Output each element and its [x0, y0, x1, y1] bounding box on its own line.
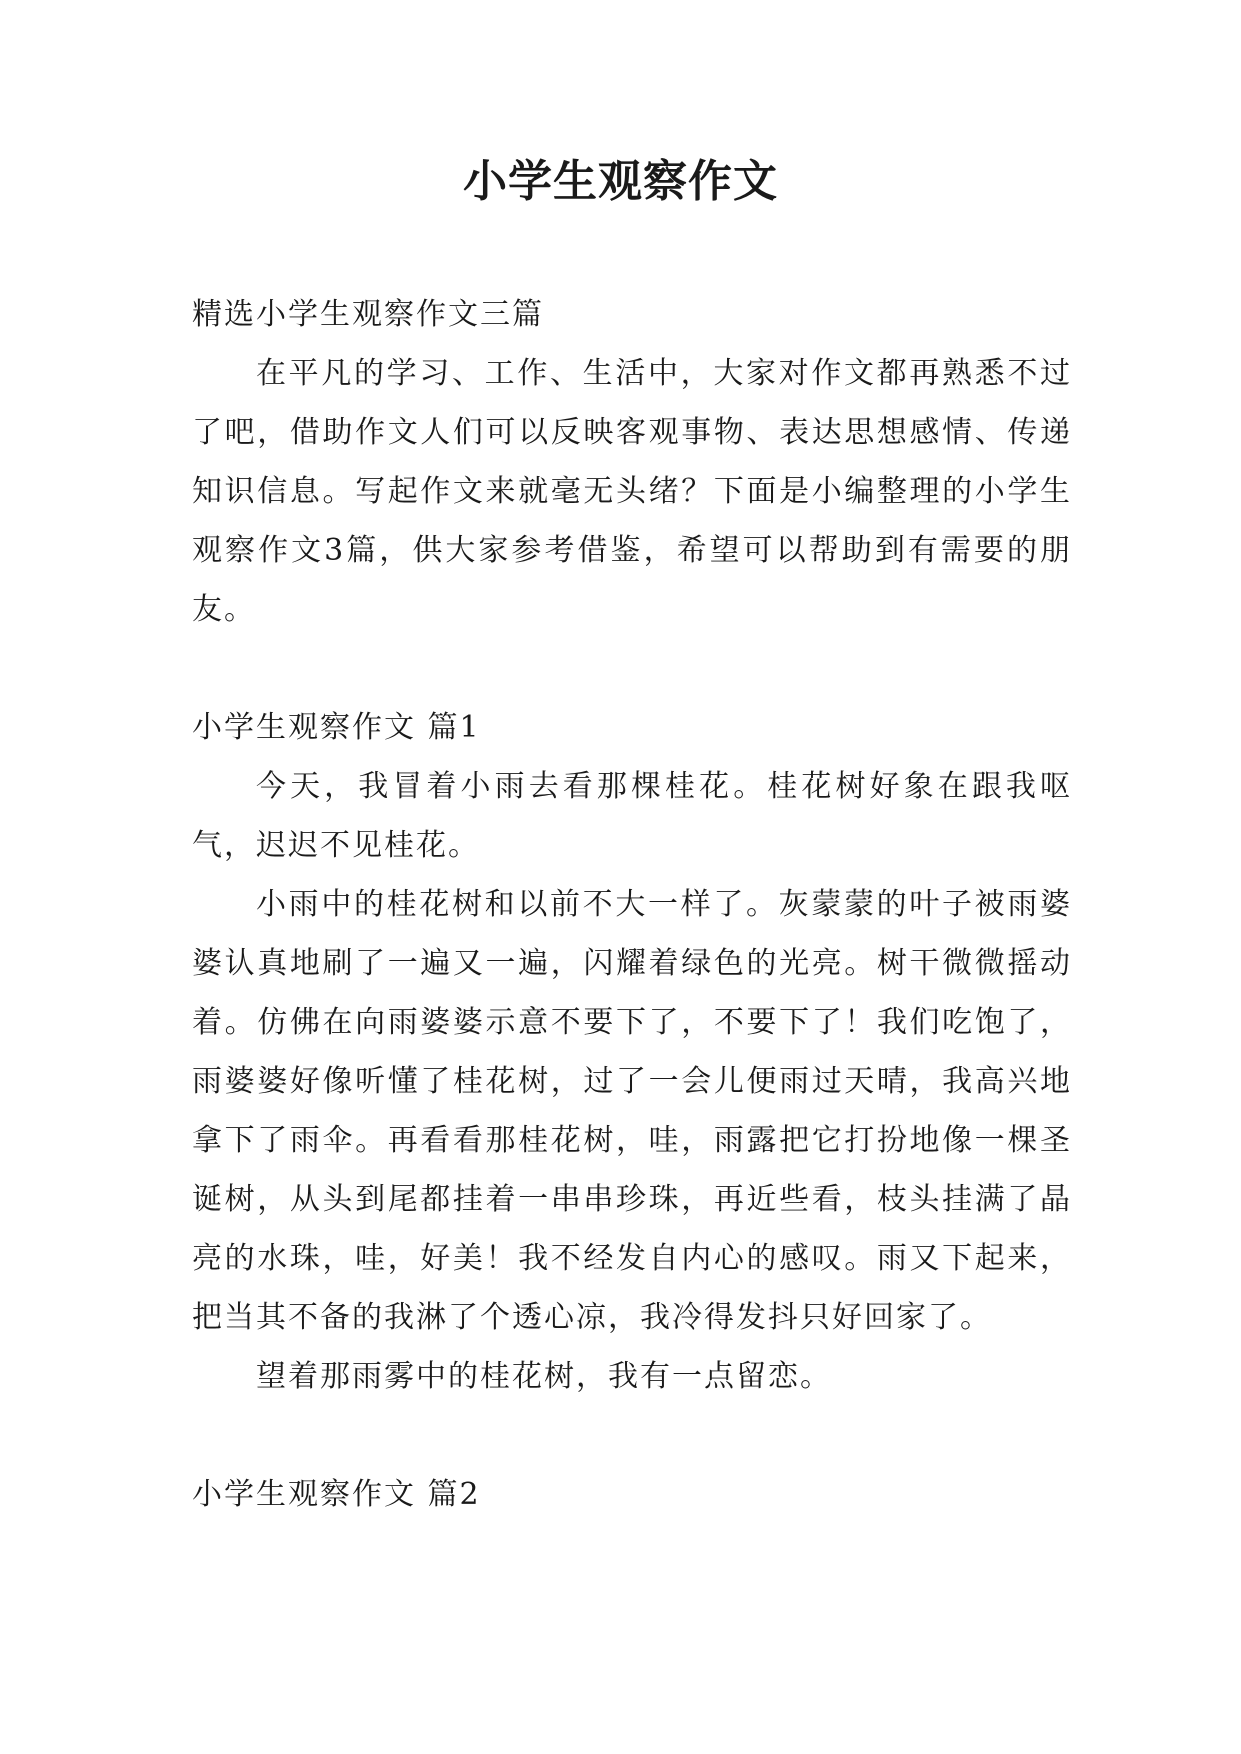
section-spacer — [192, 639, 1072, 698]
document-subtitle: 精选小学生观察作文三篇 — [192, 297, 544, 332]
section-heading-2: 小学生观察作文 篇2 — [192, 1477, 481, 1512]
section-1-paragraph-3: 望着那雨雾中的桂花树，我有一点留恋。 — [256, 1359, 832, 1394]
section-1-paragraph-1: 今天，我冒着小雨去看那棵桂花。桂花树好象在跟我呕气，迟迟不见桂花。 — [192, 769, 1072, 863]
document-body — [192, 285, 1072, 1524]
intro-paragraph: 在平凡的学习、工作、生活中，大家对作文都再熟悉不过了吧，借助作文人们可以反映客观事物、表达思想感情、传递知识信息。写起作文来就毫无头绪？下面是小编整理的小学生观察作文3篇，供大家参考借鉴，希望可以帮助到有需要的朋友。 — [192, 356, 1072, 627]
section-heading-1: 小学生观察作文 篇1 — [192, 710, 481, 745]
document-title: 小学生观察作文 — [463, 156, 778, 207]
section-spacer — [192, 1406, 1072, 1465]
section-1-paragraph-2: 小雨中的桂花树和以前不大一样了。灰蒙蒙的叶子被雨婆婆认真地刷了一遍又一遍，闪耀着绿色的光亮。树干微微摇动着。仿佛在向雨婆婆示意不要下了，不要下了！我们吃饱了，雨婆婆好像听懂了桂花树，过了一会儿便雨过天晴，我高兴地拿下了雨伞。再看看那桂花树，哇，雨露把它打扮地像一棵圣诞树，从头到尾都挂着一串串珍珠，再近些看，枝头挂满了晶亮的水珠，哇，好美！我不经发自内心的感叹。雨又下起来，把当其不备的我淋了个透心凉，我冷得发抖只好回家了。 — [192, 887, 1072, 1335]
